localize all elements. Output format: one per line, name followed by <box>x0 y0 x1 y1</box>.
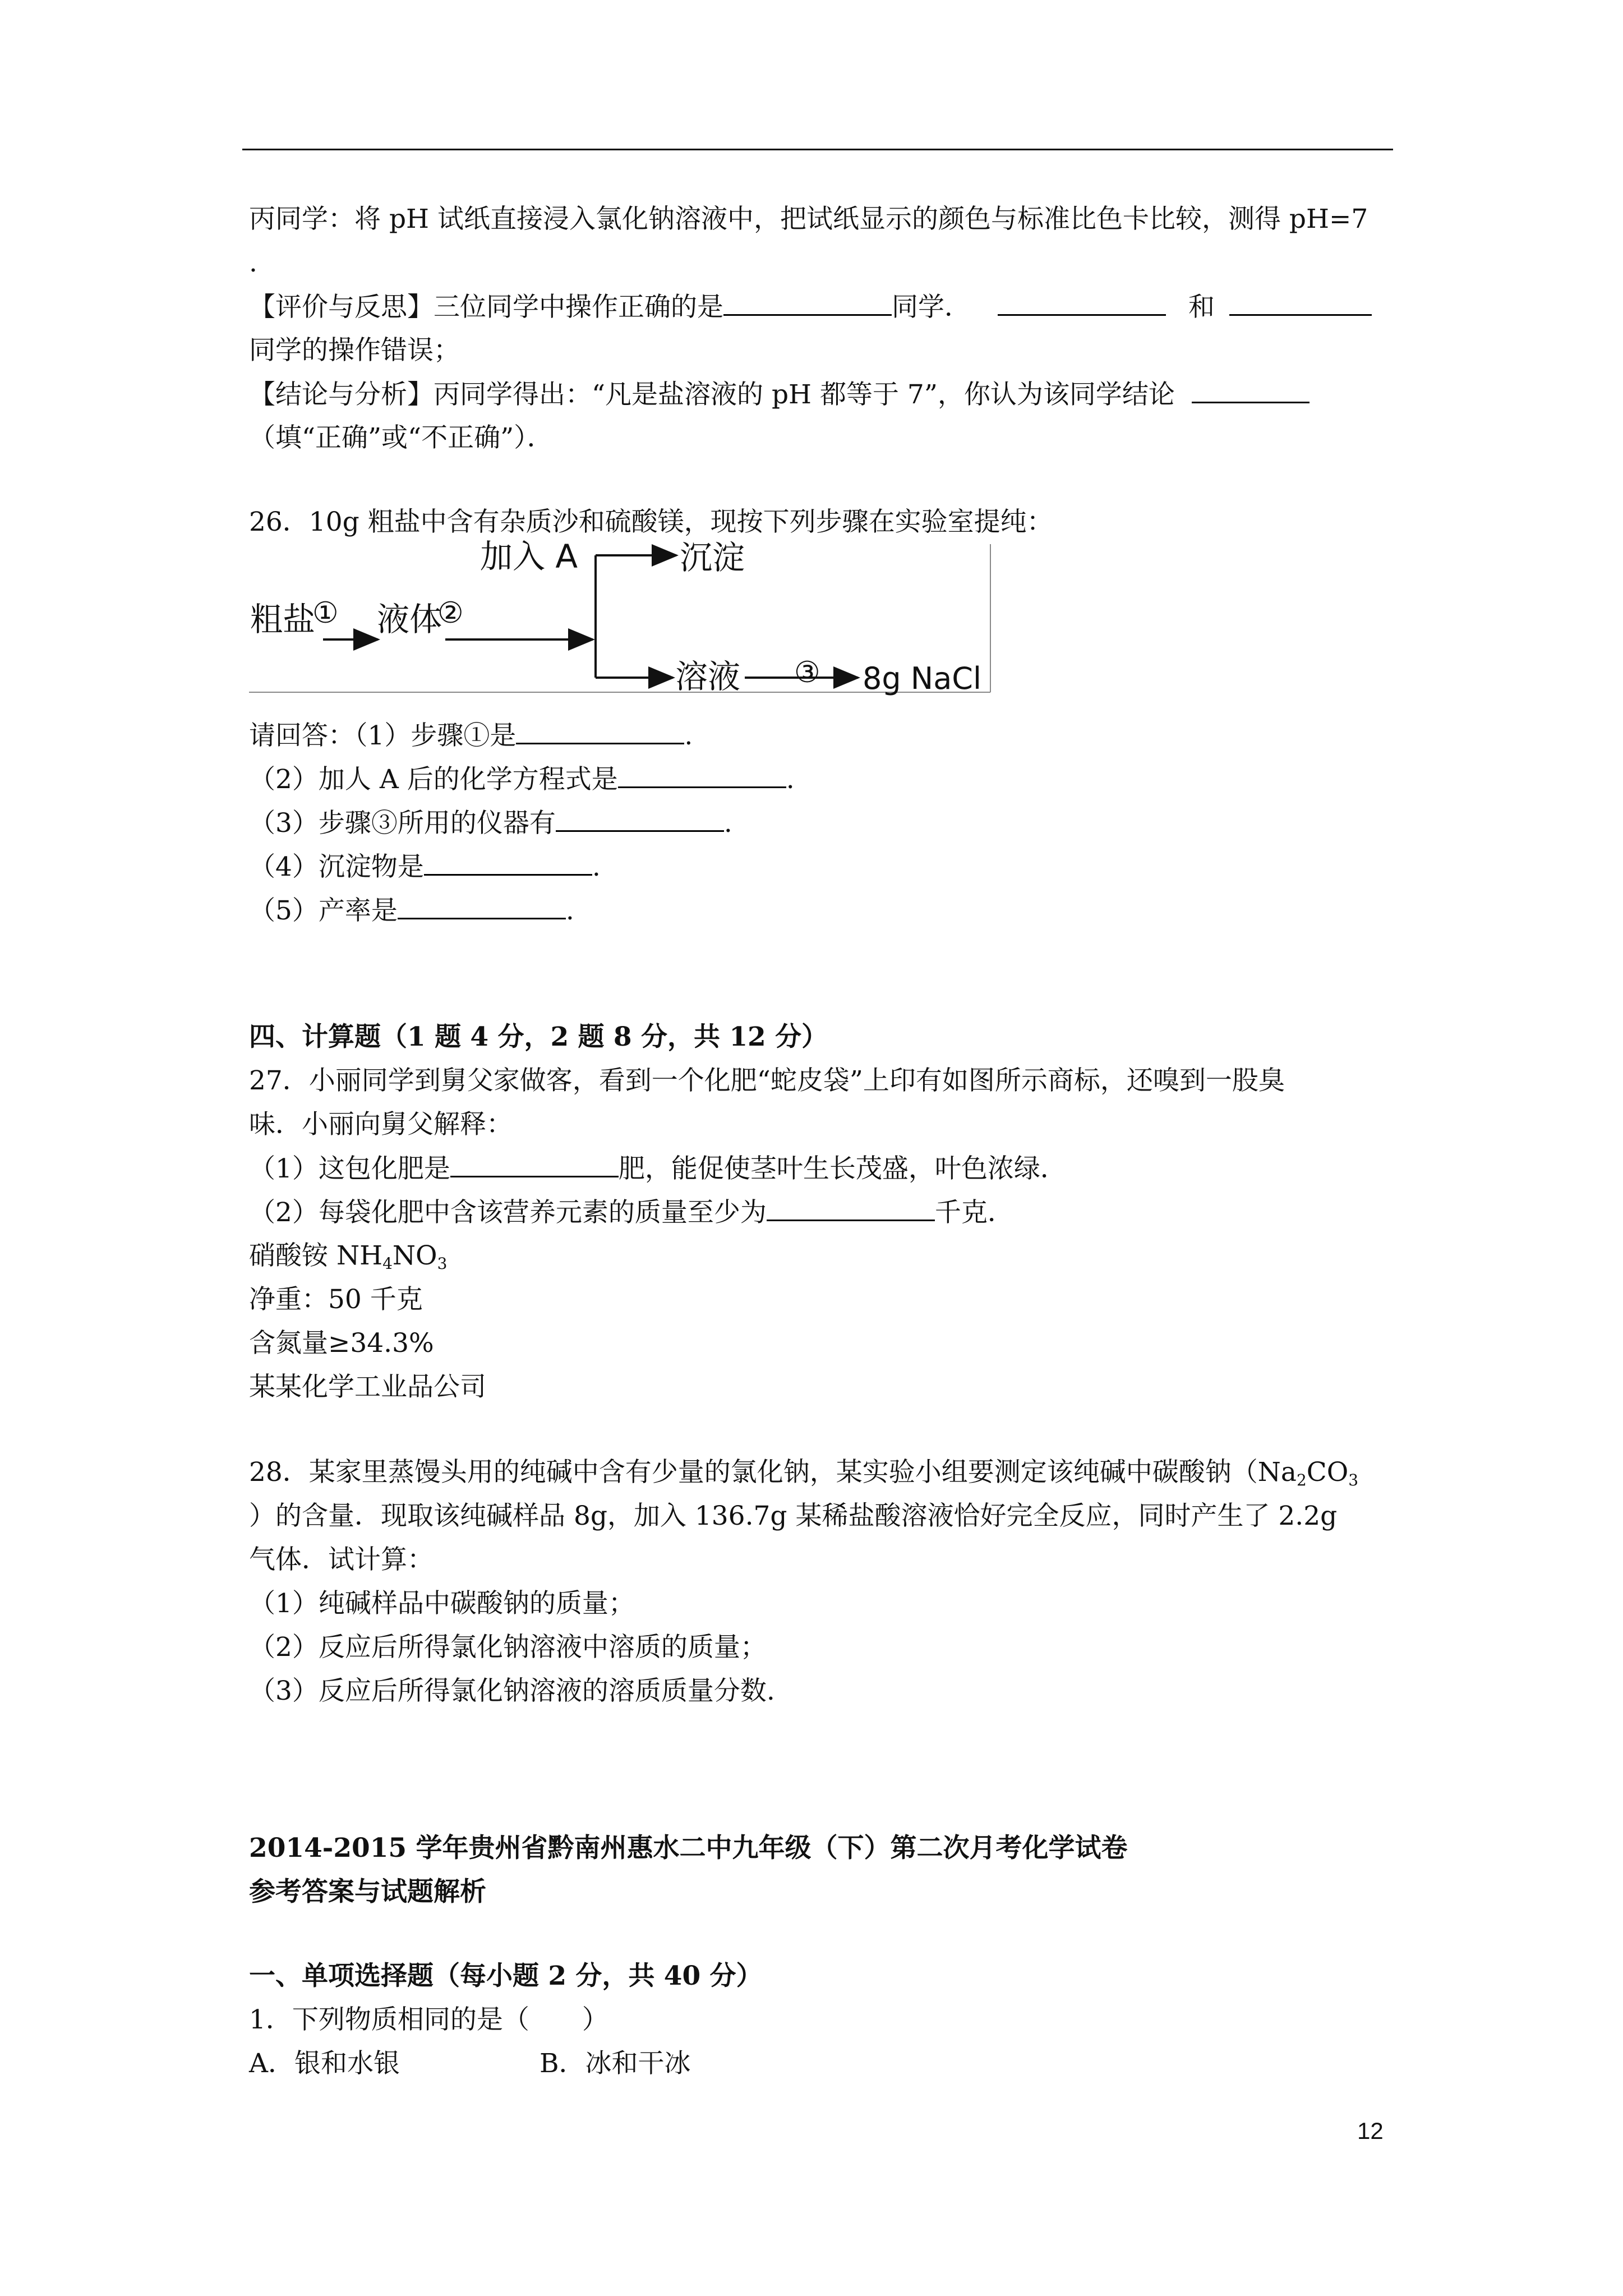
section4-heading: 四、计算题（1 题 4 分，2 题 8 分，共 12 分） <box>249 1022 828 1052</box>
answer-blank[interactable] <box>424 845 592 876</box>
q26-p3-text: （3）步骤③所用的仪器有 <box>249 808 556 839</box>
label-nitrogen-content: 含氮量≥34.3% <box>249 1328 434 1359</box>
node-solution: 溶液 <box>675 657 741 696</box>
q25-eval-line <box>249 285 1372 329</box>
answer-blank[interactable] <box>450 1147 619 1177</box>
label-net-weight: 净重：50 千克 <box>249 1284 423 1315</box>
period: . <box>723 808 732 839</box>
purification-flow-diagram <box>249 540 995 700</box>
option-a: A．银和水银 <box>249 2048 400 2079</box>
q26-part5 <box>249 889 574 933</box>
q27-part1 <box>249 1147 1067 1191</box>
answer-blank[interactable] <box>556 801 724 832</box>
q27-line2: 味．小丽向舅父解释： <box>249 1109 513 1140</box>
subscript: 2 <box>1296 1471 1307 1489</box>
q27-p2-tail: 千克． <box>934 1197 1014 1228</box>
answer-blank[interactable] <box>1229 285 1372 316</box>
formula-part: 硝酸铵 NH <box>249 1240 383 1271</box>
node-crude-salt: 粗盐 <box>250 600 316 638</box>
q28-line3: 气体．试计算： <box>249 1544 434 1575</box>
step2-label: ② <box>437 596 464 630</box>
period: . <box>786 764 795 795</box>
q28-line2: ）的含量．现取该纯碱样品 8g，加入 136.7g 某稀盐酸溶液恰好完全反应，同时产生了 2.2g <box>249 1501 1338 1531</box>
period: . <box>565 895 574 926</box>
answer-blank[interactable] <box>398 889 566 919</box>
answer-blank[interactable] <box>723 285 892 316</box>
eval-and: 和 <box>1188 292 1215 323</box>
answer-blank[interactable] <box>618 757 786 788</box>
section1-heading: 一、单项选择题（每小题 2 分，共 40 分） <box>249 1961 763 1991</box>
page-number: 12 <box>1357 2118 1384 2144</box>
q25-bing-line-end: . <box>249 247 257 278</box>
eval-text: 【评价与反思】三位同学中操作正确的是 <box>249 292 723 323</box>
q28-text: 28．某家里蒸馒头用的纯碱中含有少量的氯化钠，某实验小组要测定该纯碱中碳酸钠（Na <box>249 1457 1297 1488</box>
q26-p5-text: （5）产率是 <box>249 895 398 926</box>
q28-part3: （3）反应后所得氯化钠溶液的溶质质量分数. <box>249 1676 775 1706</box>
q27-part2 <box>249 1190 1014 1235</box>
q28-line1 <box>249 1451 1358 1494</box>
subscript: 3 <box>1348 1471 1359 1489</box>
q26-part3 <box>249 801 732 845</box>
answer-blank[interactable] <box>516 714 684 744</box>
label-product-name <box>249 1234 447 1278</box>
label-company: 某某化学工业品公司 <box>249 1372 486 1402</box>
q26-p4-text: （4）沉淀物是 <box>249 852 424 882</box>
option-b: B．冰和干冰 <box>540 2048 691 2079</box>
answer-blank[interactable] <box>998 285 1166 316</box>
answer-blank[interactable] <box>767 1190 935 1221</box>
formula-part: CO <box>1306 1457 1349 1488</box>
q27-line1: 27．小丽同学到舅父家做客，看到一个化肥“蛇皮袋”上印有如图所示商标，还嗅到一股臭 <box>249 1065 1285 1096</box>
q25-conclusion-line-2: （填“正确”或“不正确”）． <box>249 422 554 453</box>
conclusion-text: 【结论与分析】丙同学得出：“凡是盐溶液的 pH 都等于 7”，你认为该同学结论 <box>249 379 1175 410</box>
q28-part1: （1）纯碱样品中碳酸钠的质量； <box>249 1588 635 1619</box>
q26-p1-text: 请回答：（1）步骤①是 <box>249 720 517 751</box>
subscript: 3 <box>437 1254 448 1273</box>
answers-subtitle: 参考答案与试题解析 <box>249 1876 486 1907</box>
q26-part4 <box>249 845 601 889</box>
q25-conclusion-line <box>249 372 1310 417</box>
q28-part2: （2）反应后所得氯化钠溶液中溶质的质量； <box>249 1632 767 1663</box>
q27-p1-text: （1）这包化肥是 <box>249 1153 450 1184</box>
q25-bing-line: 丙同学：将 pH 试纸直接浸入氯化钠溶液中，把试纸显示的颜色与标准比色卡比较，测得 pH=7 <box>249 204 1368 234</box>
q25-eval-line-2: 同学的操作错误； <box>249 335 460 366</box>
add-reagent-a: 加入 A <box>480 540 578 576</box>
node-liquid: 液体 <box>377 600 442 638</box>
subscript: 4 <box>382 1254 393 1273</box>
node-product: 8g NaCl <box>863 661 981 696</box>
q26-stem: 26．10g 粗盐中含有杂质沙和硫酸镁，现按下列步骤在实验室提纯： <box>249 507 1053 537</box>
period: . <box>592 852 601 882</box>
answers-title: 2014-2015 学年贵州省黔南州惠水二中九年级（下）第二次月考化学试卷 <box>249 1833 1128 1864</box>
header-rule <box>242 149 1393 150</box>
step1-label: ① <box>312 596 339 630</box>
answer-blank[interactable] <box>1192 372 1310 403</box>
q27-p1-tail: 肥，能促使茎叶生长茂盛，叶色浓绿． <box>618 1153 1067 1184</box>
node-precipitate: 沉淀 <box>680 540 745 577</box>
eval-text-2: 同学． <box>892 292 971 323</box>
formula-part: NO <box>392 1240 437 1271</box>
period: . <box>684 720 693 751</box>
q26-part1 <box>249 714 693 758</box>
answer-q1-options <box>249 2042 691 2086</box>
answer-q1-stem: 1．下列物质相同的是（ ） <box>249 2004 608 2035</box>
q26-part2 <box>249 757 795 802</box>
q26-p2-text: （2）加人 A 后的化学方程式是 <box>249 764 618 795</box>
step3-label: ③ <box>794 656 820 689</box>
q27-p2-text: （2）每袋化肥中含该营养元素的质量至少为 <box>249 1197 767 1228</box>
